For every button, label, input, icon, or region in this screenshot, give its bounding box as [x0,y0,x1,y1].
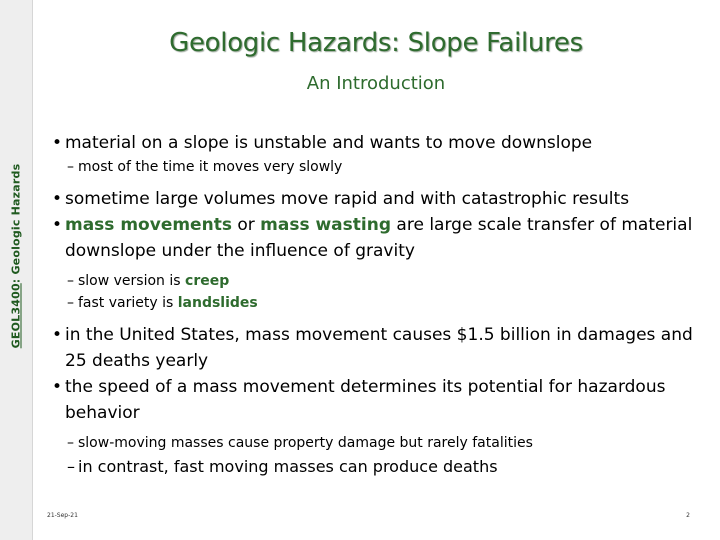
bullet-1: • material on a slope is unstable and wants to move downslope [50,130,710,156]
term-creep: creep [185,273,230,289]
sub-bullet-text: slow version is [78,273,186,289]
dash-marker: – [67,435,74,451]
sidebar [0,0,33,540]
sub-bullet-1-1 [50,156,710,178]
footer-date: 21-Sep-21 [47,512,78,519]
sub-bullet-3-1 [50,270,710,292]
page-number: 2 [686,512,690,519]
course-name: : Geologic Hazards [9,163,23,284]
term-mass-wasting: mass wasting [260,215,392,235]
sub-bullet-text: in contrast, fast moving masses can produce deaths [78,457,498,476]
course-label [10,164,23,349]
bullet-4: • in the United States, mass movement causes $1.5 billion in damages and 25 deaths yearly [50,322,710,374]
dash-marker: – [67,273,74,289]
sub-bullet-5-2 [50,454,710,480]
term-mass-movements: mass movements [65,215,232,235]
sub-bullet-5-1 [50,432,710,454]
dash-marker: – [67,295,74,311]
bullet-3 [50,212,710,264]
bullet-list [50,130,710,480]
bullet-3-or: or [231,215,261,235]
sub-bullet-3-2 [50,292,710,314]
bullet-3-rest: are large scale transfer of material downslope under the influence of gravity [65,215,693,261]
bullet-2: • sometime large volumes move rapid and with catastrophic results [50,186,710,212]
bullet-5: • the speed of a mass movement determines its potential for hazardous behavior [50,374,710,426]
sub-bullet-text: fast variety is [78,295,178,311]
slide-title: Geologic Hazards: Slope Failures [169,28,583,58]
sub-bullet-text: most of the time it moves very slowly [78,159,343,175]
course-code: GEOL3400 [9,283,23,349]
term-landslides: landslides [177,295,258,311]
slide-subtitle: An Introduction [306,73,446,94]
dash-marker: – [67,159,74,175]
dash-marker: – [67,457,75,476]
sub-bullet-text: slow-moving masses cause property damage but rarely fatalities [78,435,533,451]
